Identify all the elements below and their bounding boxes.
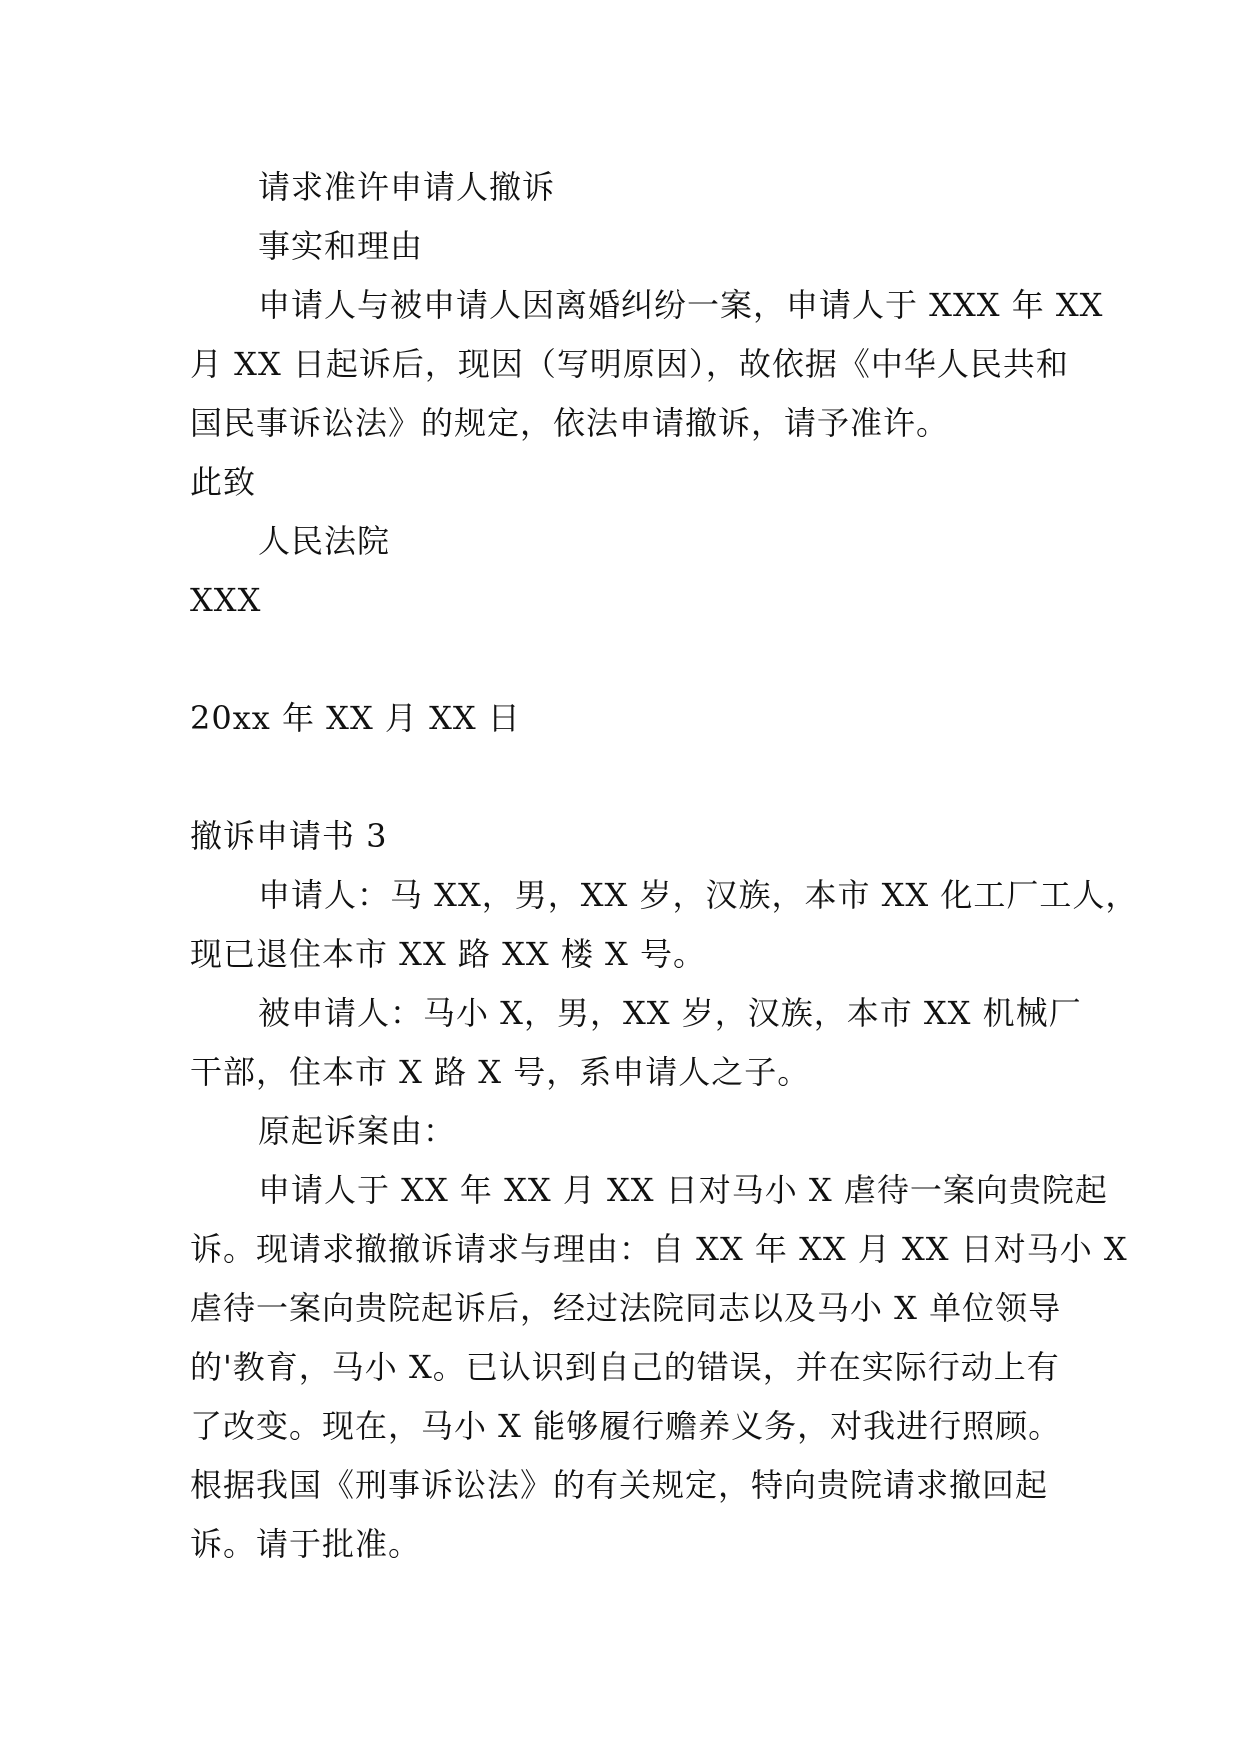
salutation-text: 此致 [190,463,257,501]
paragraph-line [190,394,1070,453]
section-title-text: 撤诉申请书 3 [190,817,388,855]
body-line [190,1515,1070,1574]
body-line [190,1338,1070,1397]
section-title [190,807,1070,866]
body-text: 诉。请于批准。 [190,1525,422,1563]
body-text: 的'教育，马小 X。已认识到自己的错误，并在实际行动上有 [190,1348,1060,1386]
salutation [190,453,1070,512]
body-text: 申请人于 XX 年 XX 月 XX 日对马小 X 虐待一案向贵院起 [258,1171,1108,1209]
cause-label [190,1102,1070,1161]
applicant-signature [190,571,1070,630]
applicant-signature-text: XXX [190,581,262,619]
cause-label-text: 原起诉案由： [258,1112,457,1150]
applicant-text: 申请人：马 XX，男，XX 岁，汉族，本市 XX 化工厂工人， [258,876,1139,914]
facts-heading-text: 事实和理由 [258,227,424,265]
paragraph-text: 国民事诉讼法》的规定，依法申请撤诉，请予准许。 [190,404,950,442]
body-text: 了改变。现在，马小 X 能够履行赡养义务，对我进行照顾。 [190,1407,1062,1445]
paragraph-line [190,335,1070,394]
respondent-text: 被申请人：马小 X，男，XX 岁，汉族，本市 XX 机械厂 [258,994,1082,1032]
body-line [190,1220,1128,1279]
body-line [190,1456,1070,1515]
paragraph-text: 申请人与被申请人因离婚纠纷一案，申请人于 XXX 年 XX [258,286,1104,324]
court-name-text: 人民法院 [258,522,391,560]
paragraph-text: 月 XX 日起诉后，现因（写明原因），故依据《中华人民共和 [190,345,1069,383]
date-text: 20xx 年 XX 月 XX 日 [190,699,521,737]
court-name [190,512,1070,571]
applicant-line [190,866,1139,925]
request-line [190,158,1070,217]
applicant-text: 现已退住本市 XX 路 XX 楼 X 号。 [190,935,706,973]
spacer [190,748,1070,807]
paragraph-line [190,276,1104,335]
facts-heading [190,217,1070,276]
request-text: 请求准许申请人撤诉 [258,168,556,206]
respondent-text: 干部，住本市 X 路 X 号，系申请人之子。 [190,1053,811,1091]
spacer [190,630,1070,689]
body-text: 根据我国《刑事诉讼法》的有关规定，特向贵院请求撤回起 [190,1466,1049,1504]
body-line [190,1161,1108,1220]
respondent-line [190,1043,1070,1102]
body-line [190,1397,1070,1456]
document-body [190,158,1139,1574]
body-line [190,1279,1070,1338]
body-text: 虐待一案向贵院起诉后，经过法院同志以及马小 X 单位领导 [190,1289,1062,1327]
applicant-line [190,925,1070,984]
date-line [190,689,1070,748]
respondent-line [190,984,1082,1043]
body-text: 诉。现请求撤撤诉请求与理由：自 XX 年 XX 月 XX 日对马小 X [190,1230,1128,1268]
